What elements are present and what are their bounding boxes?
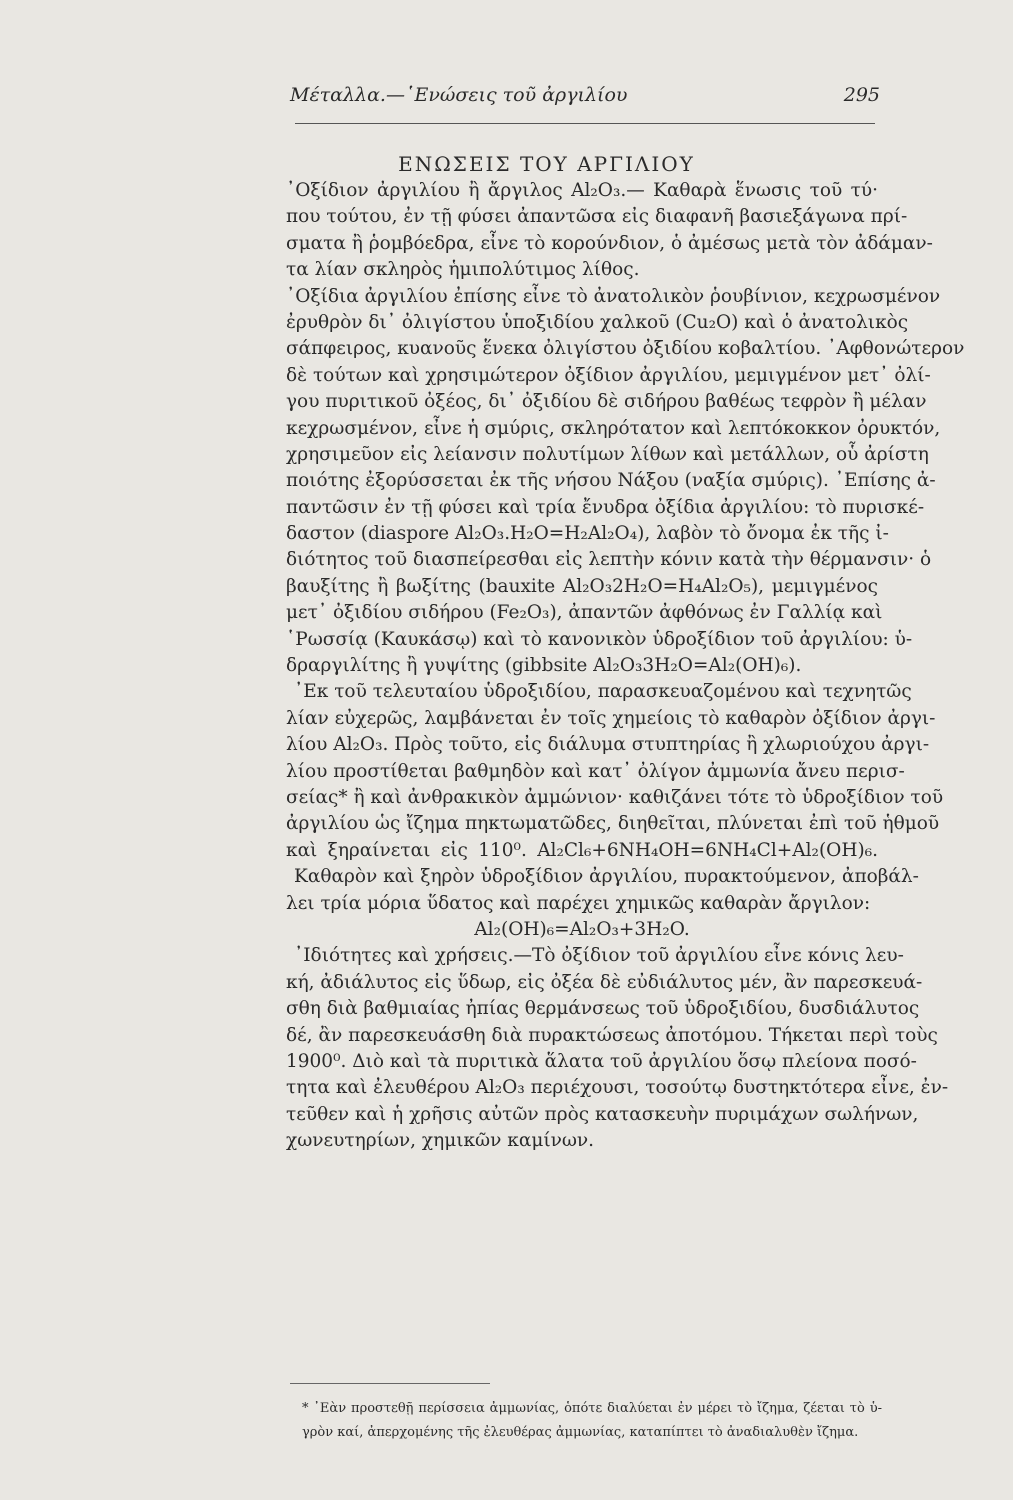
running-header <box>280 84 880 108</box>
section-title: ΕΝΩΣΕΙΣ ΤΟΥ ΑΡΓΙΛΙΟΥ <box>398 152 695 176</box>
text-line: δέ, ἂν παρεσκευάσθη διὰ πυρακτώσεως ἀποτόμου. Τήκεται περὶ τοὺς <box>286 1024 938 1046</box>
text-line: βαυξίτης ἢ βωξίτης (bauxite Al₂O₃2H₂O=H₄Al₂O₅), μεμιγμένος <box>286 575 878 597</box>
text-line: λίαν εὐχερῶς, λαμβάνεται ἐν τοῖς χημείοις τὸ καθαρὸν ὀξίδιον ἀργι- <box>286 707 936 729</box>
text-line: παντῶσιν ἐν τῇ φύσει καὶ τρία ἔνυδρα ὀξίδια ἀργιλίου: τὸ πυρισκέ- <box>286 496 925 518</box>
text-line: λει τρία μόρια ὕδατος καὶ παρέχει χημικῶς καθαρὰν ἄργιλον: <box>286 892 871 914</box>
text-line: λίου προστίθεται βαθμηδὸν καὶ κατ᾿ ὀλίγον ἀμμωνία ἄνευ περισ- <box>286 760 905 782</box>
page-number: 295 <box>843 84 880 106</box>
footnote <box>302 1397 882 1445</box>
text-line: τα λίαν σκληρὸς ἡμιπολύτιμος λίθος. <box>286 259 640 281</box>
header-rule <box>295 123 875 124</box>
text-line: χωνευτηρίων, χημικῶν καμίνων. <box>286 1130 595 1152</box>
footnote-line: * ᾿Εὰν προστεθῇ περίσσεια ἀμμωνίας, ὁπότε διαλύεται ἐν μέρει τὸ ἴζημα, ζέεται τὸ ὑ- <box>302 1401 882 1416</box>
text-line: μετ᾿ ὀξιδίου σιδήρου (Fe₂O₃), ἀπαντῶν ἀφθόνως ἐν Γαλλίᾳ καὶ <box>286 602 883 624</box>
text-line: σάπφειρος, κυανοῦς ἕνεκα ὀλιγίστου ὀξιδίου κοβαλτίου. ᾿Αφθονώτερον <box>286 338 965 360</box>
text-line: ᾿Ιδιότητες καὶ χρήσεις.—Τὸ ὀξίδιον τοῦ ἀργιλίου εἶνε κόνις λευ- <box>294 945 904 967</box>
text-line: που τούτου, ἐν τῇ φύσει ἀπαντῶσα εἰς διαφανῆ βασιεξάγωνα πρί- <box>286 206 908 228</box>
text-line: λίου Al₂O₃. Πρὸς τοῦτο, εἰς διάλυμα στυπτηρίας ἢ χλωριούχου ἀργι- <box>286 734 930 756</box>
text-line: γου πυριτικοῦ ὀξέος, δι᾿ ὀξιδίου δὲ σιδήρου βαθέως τεφρὸν ἢ μέλαν <box>286 391 927 413</box>
text-line: δὲ τούτων καὶ χρησιμώτερον ὀξίδιον ἀργιλίου, μεμιγμένον μετ᾿ ὀλί- <box>286 364 931 386</box>
running-title: Μέταλλα.—῾Ενώσεις τοῦ ἀργιλίου <box>290 84 628 106</box>
footnote-line: γρὸν καί, ἀπερχομένης τῆς ἐλευθέρας ἀμμωνίας, καταπίπτει τὸ ἀναδιαλυθὲν ἴζημα. <box>302 1425 859 1440</box>
text-line: ᾿Οξίδια ἀργιλίου ἐπίσης εἶνε τὸ ἀνατολικὸν ῥουβίνιον, κεχρωσμένον <box>286 285 941 307</box>
text-line: 1900⁰. Διὸ καὶ τὰ πυριτικὰ ἅλατα τοῦ ἀργιλίου ὅσῳ πλείονα ποσό- <box>286 1050 917 1072</box>
text-line: δαστον (diaspore Al₂O₃.H₂O=H₂Al₂O₄), λαβὸν τὸ ὄνομα ἐκ τῆς ἰ- <box>286 523 889 545</box>
text-line: σθη διὰ βαθμιαίας ἠπίας θερμάνσεως τοῦ ὑδροξιδίου, δυσδιάλυτος <box>286 998 920 1020</box>
text-line: τεῦθεν καὶ ἡ χρῆσις αὐτῶν πρὸς κατασκευὴν πυριμάχων σωλήνων, <box>286 1103 919 1125</box>
text-line: δραργιλίτης ἢ γυψίτης (gibbsite Al₂O₃3H₂O=Al₂(OH)₆). <box>286 655 802 677</box>
text-line: ἐρυθρὸν δι᾿ ὀλιγίστου ὑποξιδίου χαλκοῦ (Cu₂O) καὶ ὁ ἀνατολικὸς <box>286 311 909 333</box>
equation-line: Al₂(OH)₆=Al₂O₃+3H₂O. <box>474 918 690 940</box>
text-line: σείας* ἢ καὶ ἀνθρακικὸν ἀμμώνιον· καθιζάνει τότε τὸ ὑδροξίδιον τοῦ <box>286 786 944 808</box>
text-line: σματα ἢ ῥομβόεδρα, εἶνε τὸ κορούνδιον, ὁ ἀμέσως μετὰ τὸν ἀδάμαν- <box>286 232 933 254</box>
text-line: Καθαρὸν καὶ ξηρὸν ὑδροξίδιον ἀργιλίου, πυρακτούμενον, ἀποβάλ- <box>294 866 919 888</box>
footnote-rule <box>290 1383 490 1384</box>
text-line: χρησιμεῦον εἰς λείανσιν πολυτίμων λίθων καὶ μετάλλων, οὗ ἀρίστη <box>286 443 929 465</box>
text-line: διότητος τοῦ διασπείρεσθαι εἰς λεπτὴν κόνιν κατὰ τὴν θέρμανσιν· ὁ <box>286 549 932 571</box>
text-line: καὶ ξηραίνεται εἰς 110⁰. Al₂Cl₆+6NH₄OH=6NH₄Cl+Al₂(OH)₆. <box>286 839 878 861</box>
body-text <box>286 178 965 1154</box>
text-line: τητα καὶ ἐλευθέρου Al₂O₃ περιέχουσι, τοσούτῳ δυστηκτότερα εἶνε, ἐν- <box>286 1077 949 1099</box>
text-line: ῾Ρωσσίᾳ (Καυκάσῳ) καὶ τὸ κανονικὸν ὑδροξίδιον τοῦ ἀργιλίου: ὑ- <box>286 628 913 650</box>
text-line: κεχρωσμένον, εἶνε ἡ σμύρις, σκληρότατον καὶ λεπτόκοκκον ὀρυκτόν, <box>286 417 941 439</box>
text-line: ᾿Οξίδιον ἀργιλίου ἢ ἄργιλος Al₂O₃.— Καθαρὰ ἕνωσις τοῦ τύ· <box>286 180 878 201</box>
text-line: ποιότης ἐξορύσσεται ἐκ τῆς νήσου Νάξου (ναξία σμύρις). ᾿Επίσης ἀ- <box>286 470 936 492</box>
text-line: ἀργιλίου ὡς ἴζημα πηκτωματῶδες, διηθεῖται, πλύνεται ἐπὶ τοῦ ἡθμοῦ <box>286 813 940 835</box>
text-line: κή, ἀδιάλυτος εἰς ὕδωρ, εἰς ὀξέα δὲ εὐδιάλυτος μέν, ἂν παρεσκευά- <box>286 971 923 993</box>
text-line: ᾿Εκ τοῦ τελευταίου ὑδροξιδίου, παρασκευαζομένου καὶ τεχνητῶς <box>294 681 912 703</box>
